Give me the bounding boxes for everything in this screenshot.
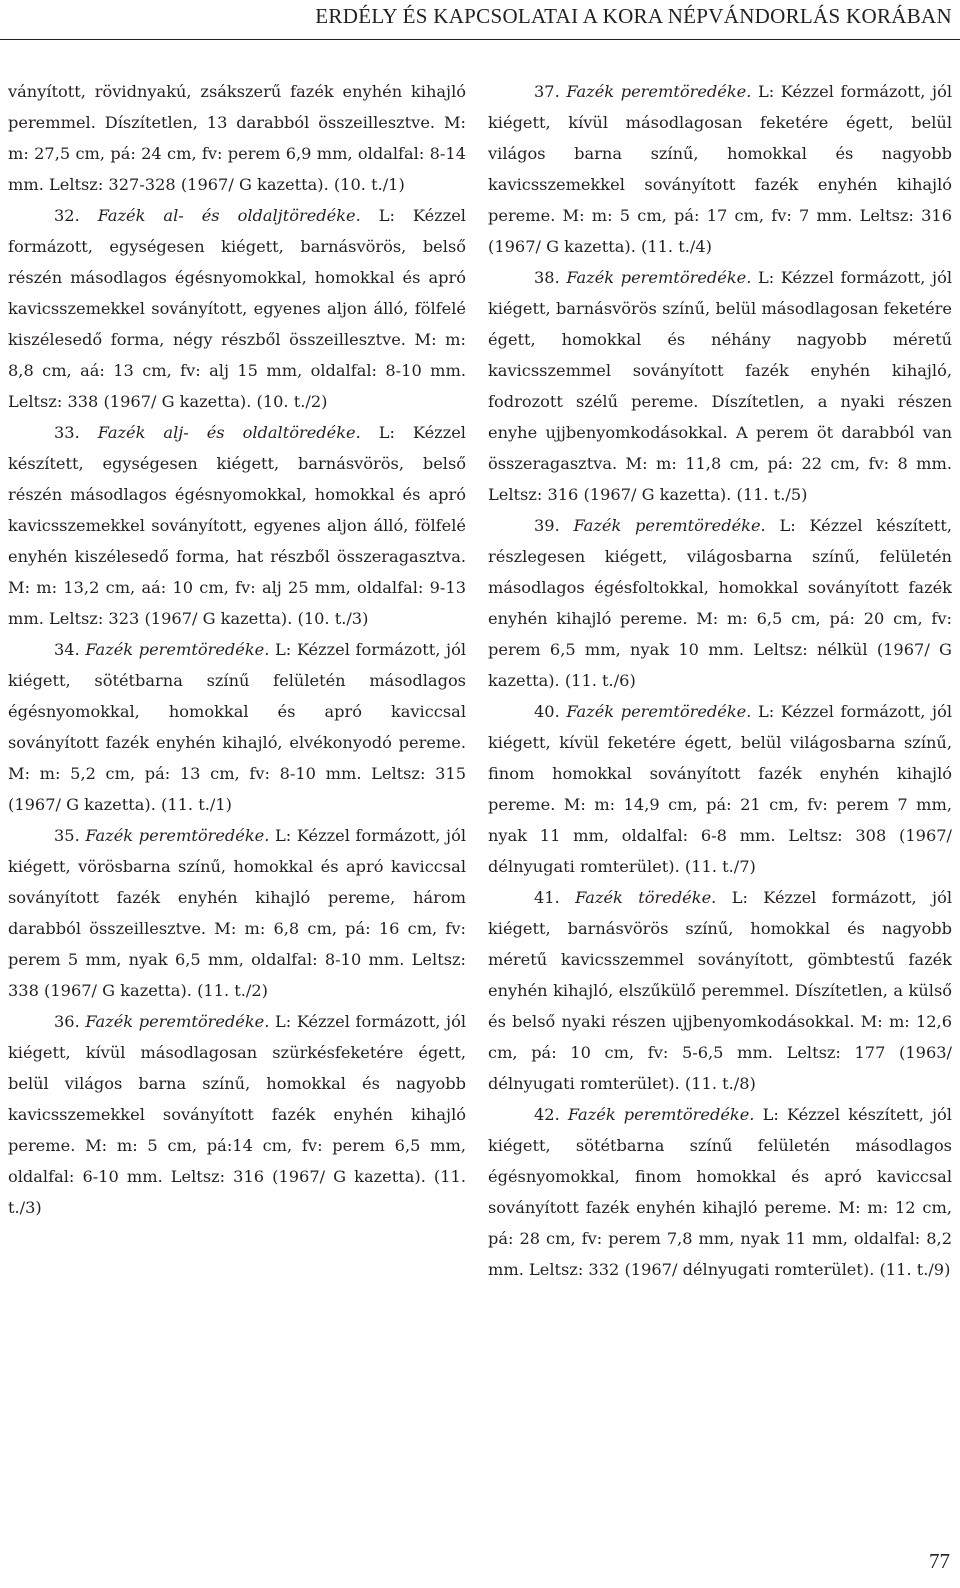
entry-text: L: Kézzel formázott, egységesen kiégett, barnásvörös, belső részén másodlagos égésnyomokkal, homokkal és apró kavicsszemekkel soványított, egyenes aljon álló, fölfelé kiszélesedő forma, négy részből összeillesztve. M: m: 8,8 cm, aá: 13 cm, fv: alj 15 mm, oldalfal: 8-10 mm. Leltsz: 338 (1967/ G kazetta). (10. t./2)	[8, 206, 466, 411]
catalog-entry-33	[8, 417, 466, 634]
catalog-entry-32	[8, 200, 466, 417]
entry-title: Fazék alj- és oldaltöredéke.	[97, 423, 361, 442]
entry-text: L: Kézzel készített, egységesen kiégett, barnásvörös, belső részén másodlagos égésnyomokkal, homokkal és apró kavicsszemekkel soványított, egyenes aljon álló, fölfelé enyhén kiszélesedő forma, hat részből összeragasztva. M: m: 13,2 cm, aá: 10 cm, fv: alj 25 mm, oldalfal: 9-13 mm. Leltsz: 323 (1967/ G kazetta). (10. t./3)	[8, 423, 466, 628]
running-head: ERDÉLY ÉS KAPCSOLATAI A KORA NÉPVÁNDORLÁS KORÁBAN	[315, 4, 952, 28]
entry-text: L: Kézzel formázott, jól kiégett, kívül feketére égett, belül világosbarna színű, finom homokkal soványított fazék enyhén kihajló pereme. M: m: 14,9 cm, pá: 21 cm, fv: perem 7 mm, nyak 11 mm, oldalfal: 6-8 mm. Leltsz: 308 (1967/ délnyugati romterület). (11. t./7)	[488, 702, 952, 876]
entry-text: L: Kézzel formázott, jól kiégett, barnásvörös színű, homokkal és nagyobb méretű kavicsszemmel soványított, gömbtestű fazék enyhén kihajló, elszűkülő peremmel. Díszítetlen, a külső és belső nyaki részen ujjbenyomkodásokkal. M: m: 12,6 cm, pá: 10 cm, fv: 5-6,5 mm. Leltsz: 177 (1963/ délnyugati romterület). (11. t./8)	[488, 888, 952, 1093]
entry-text: L: Kézzel formázott, jól kiégett, barnásvörös színű, belül másodlagosan feketére égett, homokkal és néhány nagyobb méretű kavicsszemmel soványított fazék enyhén kihajló, fodrozott szélű pereme. Díszítetlen, a nyaki részen enyhe ujjbenyomkodásokkal. A perem öt darabból van összeragasztva. M: m: 11,8 cm, pá: 22 cm, fv: 8 mm. Leltsz: 316 (1967/ G kazetta). (11. t./5)	[488, 268, 952, 504]
entry-number: 37.	[534, 82, 560, 101]
catalog-entry-39	[488, 510, 952, 696]
entry-number: 38.	[534, 268, 560, 287]
continuation-paragraph: ványított, rövidnyakú, zsákszerű fazék enyhén kihajló peremmel. Díszítetlen, 13 darabból összeillesztve. M: m: 27,5 cm, pá: 24 cm, fv: perem 6,9 mm, oldalfal: 8-14 mm. Leltsz: 327-328 (1967/ G kazetta). (10. t./1)	[8, 82, 466, 194]
entry-number: 41.	[534, 888, 560, 907]
entry-text: L: Kézzel készített, jól kiégett, sötétbarna színű felületén másodlagos égésnyomokkal, finom homokkal és apró kaviccsal soványított fazék enyhén kihajló pereme. M: m: 12 cm, pá: 28 cm, fv: perem 7,8 mm, nyak 11 mm, oldalfal: 8,2 mm. Leltsz: 332 (1967/ délnyugati romterület). (11. t./9)	[488, 1105, 952, 1279]
entry-number: 39.	[534, 516, 560, 535]
entry-title: Fazék peremtöredéke.	[566, 82, 752, 101]
entry-title: Fazék peremtöredéke.	[573, 516, 766, 535]
entry-title: Fazék peremtöredéke.	[566, 702, 752, 721]
catalog-entry-41	[488, 882, 952, 1099]
catalog-entry-37	[488, 76, 952, 262]
entry-title: Fazék peremtöredéke.	[566, 268, 752, 287]
entry-title: Fazék al- és oldaljtöredéke.	[97, 206, 361, 225]
entry-number: 33.	[54, 423, 80, 442]
entry-number: 34.	[54, 640, 80, 659]
entry-number: 36.	[54, 1012, 80, 1031]
entry-number: 32.	[54, 206, 80, 225]
catalog-entry-38	[488, 262, 952, 510]
entry-text: L: Kézzel formázott, jól kiégett, sötétbarna színű felületén másodlagos égésnyomokkal, homokkal és apró kaviccsal soványított fazék enyhén kihajló, elvékonyodó pereme. M: m: 5,2 cm, pá: 13 cm, fv: 8-10 mm. Leltsz: 315 (1967/ G kazetta). (11. t./1)	[8, 640, 466, 814]
left-column	[8, 76, 466, 1223]
catalog-entry-34	[8, 634, 466, 820]
entry-title: Fazék peremtöredéke.	[85, 1012, 270, 1031]
entry-title: Fazék peremtöredéke.	[85, 640, 270, 659]
header-rule	[0, 39, 960, 40]
entry-text: L: Kézzel formázott, jól kiégett, vörösbarna színű, homokkal és apró kaviccsal soványított fazék enyhén kihajló pereme, három darabból összeillesztve. M: m: 6,8 cm, pá: 16 cm, fv: perem 5 mm, nyak 6,5 mm, oldalfal: 8-10 mm. Leltsz: 338 (1967/ G kazetta). (11. t./2)	[8, 826, 466, 1000]
entry-title: Fazék peremtöredéke.	[567, 1105, 755, 1124]
catalog-entry-42	[488, 1099, 952, 1285]
entry-number: 40.	[534, 702, 560, 721]
page-number: 77	[929, 1549, 950, 1573]
entry-text: L: Kézzel formázott, jól kiégett, kívül másodlagosan feketére égett, belül világos barna színű, homokkal és nagyobb kavicsszemekkel soványított fazék enyhén kihajló pereme. M: m: 5 cm, pá: 17 cm, fv: 7 mm. Leltsz: 316 (1967/ G kazetta). (11. t./4)	[488, 82, 952, 256]
catalog-entry-36	[8, 1006, 466, 1223]
right-column	[488, 76, 952, 1285]
entry-title: Fazék töredéke.	[575, 888, 717, 907]
entry-text: L: Kézzel készített, részlegesen kiégett, világosbarna színű, felületén másodlagos égésfoltokkal, homokkal soványított fazék enyhén kihajló pereme. M: m: 6,5 cm, pá: 20 cm, fv: perem 6,5 mm, nyak 10 mm. Leltsz: nélkül (1967/ G kazetta). (11. t./6)	[488, 516, 952, 690]
entry-text: L: Kézzel formázott, jól kiégett, kívül másodlagosan szürkésfeketére égett, belül világos barna színű, homokkal és nagyobb kavicsszemekkel soványított fazék enyhén kihajló pereme. M: m: 5 cm, pá:14 cm, fv: perem 6,5 mm, oldalfal: 6-10 mm. Leltsz: 316 (1967/ G kazetta). (11. t./3)	[8, 1012, 466, 1217]
catalog-entry-35	[8, 820, 466, 1006]
catalog-entry-40	[488, 696, 952, 882]
entry-number: 42.	[534, 1105, 560, 1124]
entry-number: 35.	[54, 826, 80, 845]
entry-title: Fazék peremtöredéke.	[85, 826, 270, 845]
